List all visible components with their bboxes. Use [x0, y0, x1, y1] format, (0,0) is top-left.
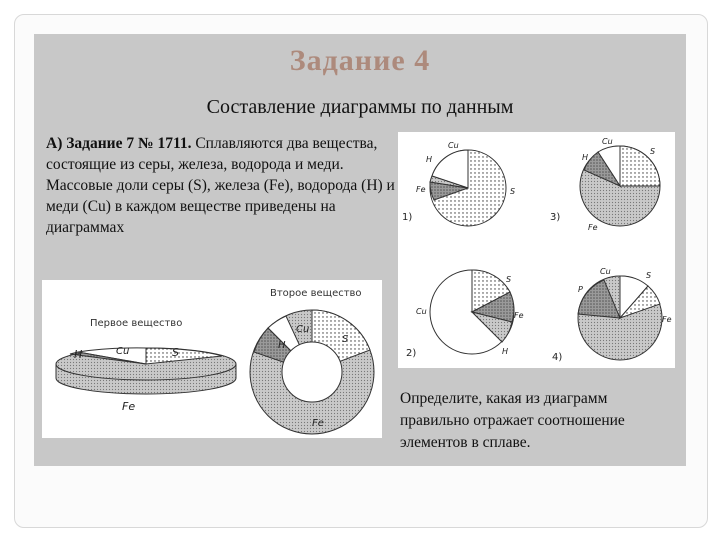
first-s-label: S: [172, 346, 179, 359]
option-3-h-label: H: [582, 153, 589, 162]
option-2-fe-label: Fe: [514, 311, 524, 320]
first-cu-label: Cu: [116, 346, 130, 357]
options-figure: [398, 132, 675, 368]
option-4-number: 4): [552, 352, 563, 363]
task-label: А) Задание 7 № 1711.: [46, 135, 192, 152]
option-1-fe-label: Fe: [416, 185, 426, 194]
option-3-number: 3): [550, 212, 561, 223]
first-h-label: H: [74, 348, 83, 361]
substances-figure: [42, 280, 382, 438]
second-substance-label: Второе вещество: [270, 288, 362, 299]
task-text: [46, 133, 396, 238]
option-3-fe-label: Fe: [588, 223, 598, 232]
option-2-cu-label: Cu: [416, 307, 427, 316]
task-body: Сплавляются два вещества, состоящие из серы, железа, водорода и меди. Массовые доли серы (S), железа (Fe), водорода (H) и меди (Cu) в каждом веществе приведены на диаграммах: [46, 135, 395, 236]
option-3-s-label: S: [650, 147, 656, 156]
option-1-number: 1): [402, 212, 413, 223]
option-1-h-label: H: [426, 155, 433, 164]
slide-title: Задание 4: [289, 44, 431, 77]
second-cu-label: Cu: [296, 324, 310, 335]
option-2-h-label: H: [502, 347, 509, 356]
first-substance-disc: [56, 348, 236, 394]
option-2-pie: [430, 270, 514, 354]
second-h-label: H: [278, 340, 286, 351]
second-substance-donut: [250, 310, 374, 434]
option-1-cu-label: Cu: [448, 141, 459, 150]
second-s-label: S: [342, 334, 349, 345]
option-3-cu-label: Cu: [602, 137, 613, 146]
option-4-p-label: P: [578, 285, 583, 294]
option-2-s-label: S: [506, 275, 512, 284]
second-fe-label: Fe: [312, 418, 324, 429]
options-diagram: [398, 132, 675, 368]
option-4-cu-label: Cu: [600, 267, 611, 276]
substances-diagram: [42, 280, 382, 438]
option-3-pie: [580, 146, 660, 226]
option-2-number: 2): [406, 348, 417, 359]
option-4-fe-label: Fe: [662, 315, 672, 324]
first-substance-label: Первое вещество: [90, 318, 183, 329]
option-4-s-label: S: [646, 271, 652, 280]
option-1-s-label: S: [510, 187, 516, 196]
slide-subtitle: Составление диаграммы по данным: [206, 96, 514, 118]
option-1-pie: [430, 150, 506, 226]
question-text: Определите, какая из диаграмм правильно отражает соотношение элементов в сплаве.: [400, 390, 625, 451]
option-4-pie: [578, 276, 662, 360]
first-fe-label: Fe: [122, 400, 136, 413]
